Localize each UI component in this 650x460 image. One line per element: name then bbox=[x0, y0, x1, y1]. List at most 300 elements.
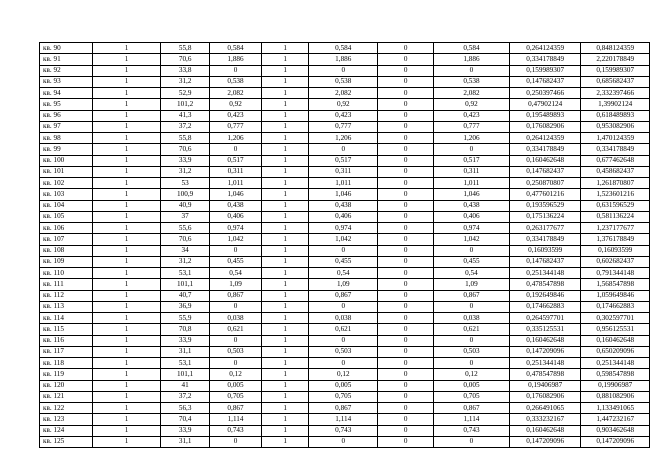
table-cell: 0 bbox=[378, 166, 433, 177]
table-row bbox=[40, 76, 650, 87]
table-cell: 2,220178849 bbox=[581, 54, 650, 65]
table-cell: 0,92 bbox=[309, 99, 378, 110]
table-cell: 1 bbox=[262, 346, 309, 357]
table-cell: 1,206 bbox=[433, 133, 509, 144]
table-cell: 0,650209096 bbox=[581, 346, 650, 357]
table-cell: 1 bbox=[92, 234, 161, 245]
apartment-name-cell: кв. 96 bbox=[40, 110, 93, 121]
table-cell: 1 bbox=[262, 54, 309, 65]
table-cell: 1 bbox=[92, 436, 161, 447]
apartment-name-cell: кв. 104 bbox=[40, 200, 93, 211]
table-cell: 0,264597701 bbox=[509, 313, 580, 324]
apartment-name-cell: кв. 110 bbox=[40, 268, 93, 279]
table-cell: 1 bbox=[262, 369, 309, 380]
table-row bbox=[40, 290, 650, 301]
table-cell: 1 bbox=[262, 279, 309, 290]
table-cell: 0,038 bbox=[309, 313, 378, 324]
apartment-name-cell: кв. 95 bbox=[40, 99, 93, 110]
table-cell: 0 bbox=[378, 189, 433, 200]
table-cell: 1 bbox=[92, 279, 161, 290]
table-cell: 2,082 bbox=[209, 88, 261, 99]
table-cell: 0,406 bbox=[309, 211, 378, 222]
table-cell: 1 bbox=[262, 268, 309, 279]
table-cell: 40,7 bbox=[161, 290, 209, 301]
table-row bbox=[40, 403, 650, 414]
table-cell: 0,251344148 bbox=[581, 358, 650, 369]
table-cell: 1 bbox=[262, 189, 309, 200]
table-cell: 0,478547898 bbox=[509, 369, 580, 380]
table-cell: 0 bbox=[378, 76, 433, 87]
table-row bbox=[40, 133, 650, 144]
table-cell: 1,886 bbox=[433, 54, 509, 65]
table-cell: 0,602682437 bbox=[581, 256, 650, 267]
table-cell: 0,147682437 bbox=[509, 76, 580, 87]
table-cell: 1,133491065 bbox=[581, 403, 650, 414]
table-cell: 0,311 bbox=[209, 166, 261, 177]
table-cell: 33,8 bbox=[161, 65, 209, 76]
table-cell: 37,2 bbox=[161, 391, 209, 402]
table-row bbox=[40, 436, 650, 447]
table-cell: 0 bbox=[378, 223, 433, 234]
table-cell: 1 bbox=[262, 88, 309, 99]
table-cell: 0,159989307 bbox=[581, 65, 650, 76]
table-cell: 33,9 bbox=[161, 335, 209, 346]
table-cell: 0 bbox=[209, 301, 261, 312]
table-cell: 0,251344148 bbox=[509, 358, 580, 369]
table-row bbox=[40, 313, 650, 324]
table-cell: 0,621 bbox=[309, 324, 378, 335]
table-cell: 53,1 bbox=[161, 268, 209, 279]
table-cell: 1,376178849 bbox=[581, 234, 650, 245]
apartment-name-cell: кв. 106 bbox=[40, 223, 93, 234]
table-row bbox=[40, 54, 650, 65]
table-cell: 1 bbox=[262, 414, 309, 425]
table-cell: 0,12 bbox=[209, 369, 261, 380]
table-cell: 37 bbox=[161, 211, 209, 222]
table-row bbox=[40, 99, 650, 110]
table-cell: 1 bbox=[92, 358, 161, 369]
table-cell: 0 bbox=[378, 43, 433, 54]
table-cell: 0,406 bbox=[433, 211, 509, 222]
table-cell: 1 bbox=[262, 144, 309, 155]
table-cell: 1 bbox=[92, 189, 161, 200]
table-cell: 0,264124359 bbox=[509, 43, 580, 54]
table-cell: 1 bbox=[92, 346, 161, 357]
table-cell: 0,584 bbox=[209, 43, 261, 54]
table-cell: 1,523601216 bbox=[581, 189, 650, 200]
table-cell: 1,011 bbox=[309, 178, 378, 189]
table-cell: 41,3 bbox=[161, 110, 209, 121]
table-cell: 1 bbox=[92, 121, 161, 132]
table-cell: 0 bbox=[378, 324, 433, 335]
table-cell: 0 bbox=[378, 391, 433, 402]
table-cell: 0,250397466 bbox=[509, 88, 580, 99]
table-cell: 0 bbox=[433, 358, 509, 369]
table-cell: 0 bbox=[378, 99, 433, 110]
table-cell: 0,250870807 bbox=[509, 178, 580, 189]
table-cell: 0,705 bbox=[309, 391, 378, 402]
table-cell: 1,09 bbox=[433, 279, 509, 290]
table-row bbox=[40, 211, 650, 222]
table-row bbox=[40, 358, 650, 369]
table-cell: 0,517 bbox=[309, 155, 378, 166]
table-row bbox=[40, 88, 650, 99]
table-cell: 0,538 bbox=[309, 76, 378, 87]
table-row bbox=[40, 166, 650, 177]
apartment-name-cell: кв. 107 bbox=[40, 234, 93, 245]
table-cell: 0,005 bbox=[309, 380, 378, 391]
table-cell: 0 bbox=[309, 436, 378, 447]
table-cell: 0 bbox=[378, 234, 433, 245]
table-cell: 0 bbox=[378, 279, 433, 290]
table-row bbox=[40, 380, 650, 391]
table-cell: 1,042 bbox=[209, 234, 261, 245]
table-cell: 0 bbox=[209, 144, 261, 155]
table-cell: 0,266491065 bbox=[509, 403, 580, 414]
table-cell: 1,886 bbox=[309, 54, 378, 65]
table-row bbox=[40, 65, 650, 76]
table-cell: 31,1 bbox=[161, 346, 209, 357]
table-cell: 0,685682437 bbox=[581, 76, 650, 87]
table-cell: 1,09 bbox=[309, 279, 378, 290]
table-cell: 1 bbox=[262, 211, 309, 222]
table-cell: 41 bbox=[161, 380, 209, 391]
table-cell: 0 bbox=[378, 313, 433, 324]
table-cell: 0,621 bbox=[209, 324, 261, 335]
table-cell: 1,261870807 bbox=[581, 178, 650, 189]
apartment-name-cell: кв. 111 bbox=[40, 279, 93, 290]
table-cell: 0 bbox=[378, 414, 433, 425]
table-cell: 0 bbox=[378, 155, 433, 166]
table-cell: 1,09 bbox=[209, 279, 261, 290]
table-cell: 0 bbox=[378, 369, 433, 380]
table-cell: 55,9 bbox=[161, 313, 209, 324]
table-cell: 33,9 bbox=[161, 155, 209, 166]
table-cell: 0,517 bbox=[433, 155, 509, 166]
table-cell: 0 bbox=[209, 335, 261, 346]
table-cell: 33,9 bbox=[161, 425, 209, 436]
table-cell: 1 bbox=[262, 245, 309, 256]
table-cell: 1 bbox=[262, 99, 309, 110]
table-cell: 1,886 bbox=[209, 54, 261, 65]
table-cell: 0,867 bbox=[309, 290, 378, 301]
table-cell: 1 bbox=[262, 166, 309, 177]
table-cell: 2,082 bbox=[309, 88, 378, 99]
table-row bbox=[40, 223, 650, 234]
table-cell: 1 bbox=[262, 178, 309, 189]
table-cell: 40,9 bbox=[161, 200, 209, 211]
table-row bbox=[40, 121, 650, 132]
table-cell: 1 bbox=[92, 178, 161, 189]
table-cell: 1 bbox=[262, 358, 309, 369]
table-cell: 0,423 bbox=[433, 110, 509, 121]
table-cell: 55,8 bbox=[161, 43, 209, 54]
table-cell: 0 bbox=[378, 200, 433, 211]
table-cell: 1 bbox=[262, 425, 309, 436]
table-cell: 0,038 bbox=[433, 313, 509, 324]
table-cell: 1 bbox=[92, 88, 161, 99]
table-row bbox=[40, 425, 650, 436]
table-cell: 1 bbox=[262, 121, 309, 132]
table-cell: 1 bbox=[92, 110, 161, 121]
apartment-name-cell: кв. 90 bbox=[40, 43, 93, 54]
table-cell: 0,175136224 bbox=[509, 211, 580, 222]
table-cell: 1 bbox=[92, 155, 161, 166]
table-cell: 0,54 bbox=[209, 268, 261, 279]
table-cell: 1,39902124 bbox=[581, 99, 650, 110]
apartment-name-cell: кв. 113 bbox=[40, 301, 93, 312]
table-cell: 1 bbox=[262, 403, 309, 414]
table-cell: 0 bbox=[209, 358, 261, 369]
table-cell: 0,867 bbox=[209, 290, 261, 301]
table-cell: 101,1 bbox=[161, 369, 209, 380]
apartment-name-cell: кв. 124 bbox=[40, 425, 93, 436]
table-cell: 1 bbox=[92, 99, 161, 110]
table-cell: 0,251344148 bbox=[509, 268, 580, 279]
table-cell: 0 bbox=[378, 346, 433, 357]
table-row bbox=[40, 245, 650, 256]
table-cell: 0,92 bbox=[433, 99, 509, 110]
table-cell: 0,005 bbox=[433, 380, 509, 391]
table-cell: 0,038 bbox=[209, 313, 261, 324]
table-cell: 1,046 bbox=[209, 189, 261, 200]
table-cell: 0 bbox=[378, 110, 433, 121]
table-cell: 1,046 bbox=[433, 189, 509, 200]
table-cell: 0,584 bbox=[433, 43, 509, 54]
table-cell: 1,046 bbox=[309, 189, 378, 200]
table-cell: 1 bbox=[92, 245, 161, 256]
table-cell: 1,447232167 bbox=[581, 414, 650, 425]
table-cell: 1 bbox=[262, 313, 309, 324]
table-cell: 34 bbox=[161, 245, 209, 256]
table-cell: 31,1 bbox=[161, 436, 209, 447]
table-cell: 0,12 bbox=[433, 369, 509, 380]
table-cell: 0 bbox=[433, 65, 509, 76]
table-cell: 0,176082906 bbox=[509, 391, 580, 402]
apartment-data-table bbox=[39, 42, 650, 448]
table-row bbox=[40, 144, 650, 155]
table-cell: 0,743 bbox=[309, 425, 378, 436]
apartment-name-cell: кв. 105 bbox=[40, 211, 93, 222]
table-cell: 1 bbox=[92, 403, 161, 414]
table-cell: 0,777 bbox=[433, 121, 509, 132]
table-cell: 0 bbox=[433, 335, 509, 346]
apartment-name-cell: кв. 118 bbox=[40, 358, 93, 369]
table-cell: 1 bbox=[92, 380, 161, 391]
table-cell: 0,423 bbox=[309, 110, 378, 121]
table-cell: 1 bbox=[262, 76, 309, 87]
table-row bbox=[40, 324, 650, 335]
table-row bbox=[40, 234, 650, 245]
table-cell: 0 bbox=[433, 245, 509, 256]
table-cell: 1 bbox=[92, 211, 161, 222]
table-cell: 0,848124359 bbox=[581, 43, 650, 54]
table-cell: 0,478547898 bbox=[509, 279, 580, 290]
apartment-name-cell: кв. 97 bbox=[40, 121, 93, 132]
apartment-name-cell: кв. 119 bbox=[40, 369, 93, 380]
table-cell: 1,011 bbox=[433, 178, 509, 189]
table-cell: 0,455 bbox=[433, 256, 509, 267]
table-cell: 2,332397466 bbox=[581, 88, 650, 99]
table-cell: 53,1 bbox=[161, 358, 209, 369]
table-cell: 0 bbox=[433, 301, 509, 312]
table-cell: 70,4 bbox=[161, 414, 209, 425]
table-cell: 0,334178849 bbox=[509, 54, 580, 65]
table-cell: 0 bbox=[378, 88, 433, 99]
table-cell: 0 bbox=[378, 178, 433, 189]
table-cell: 0,517 bbox=[209, 155, 261, 166]
table-cell: 0,160462648 bbox=[509, 155, 580, 166]
apartment-name-cell: кв. 121 bbox=[40, 391, 93, 402]
apartment-name-cell: кв. 100 bbox=[40, 155, 93, 166]
table-cell: 0,005 bbox=[209, 380, 261, 391]
table-cell: 0,618489893 bbox=[581, 110, 650, 121]
table-cell: 0,743 bbox=[209, 425, 261, 436]
table-cell: 1 bbox=[92, 425, 161, 436]
table-row bbox=[40, 391, 650, 402]
table-row bbox=[40, 335, 650, 346]
table-cell: 1 bbox=[92, 313, 161, 324]
table-cell: 55,6 bbox=[161, 223, 209, 234]
apartment-name-cell: кв. 112 bbox=[40, 290, 93, 301]
table-cell: 0 bbox=[378, 121, 433, 132]
table-cell: 0,867 bbox=[433, 290, 509, 301]
table-cell: 0 bbox=[433, 436, 509, 447]
table-cell: 1 bbox=[262, 155, 309, 166]
table-cell: 0,438 bbox=[433, 200, 509, 211]
table-cell: 0 bbox=[378, 245, 433, 256]
table-row bbox=[40, 43, 650, 54]
table-cell: 0 bbox=[378, 290, 433, 301]
table-cell: 101,2 bbox=[161, 99, 209, 110]
table-cell: 0,12 bbox=[309, 369, 378, 380]
table-cell: 0,195489893 bbox=[509, 110, 580, 121]
table-cell: 0 bbox=[309, 335, 378, 346]
apartment-name-cell: кв. 120 bbox=[40, 380, 93, 391]
table-cell: 0,174662883 bbox=[509, 301, 580, 312]
table-cell: 0,92 bbox=[209, 99, 261, 110]
apartment-name-cell: кв. 109 bbox=[40, 256, 93, 267]
table-cell: 0,335125531 bbox=[509, 324, 580, 335]
table-cell: 0 bbox=[378, 54, 433, 65]
table-cell: 0,311 bbox=[433, 166, 509, 177]
table-cell: 0,264124359 bbox=[509, 133, 580, 144]
table-cell: 0,705 bbox=[209, 391, 261, 402]
table-cell: 1,114 bbox=[433, 414, 509, 425]
apartment-name-cell: кв. 101 bbox=[40, 166, 93, 177]
table-cell: 0,334178849 bbox=[581, 144, 650, 155]
table-cell: 0,867 bbox=[209, 403, 261, 414]
table-cell: 1,011 bbox=[209, 178, 261, 189]
table-cell: 0,777 bbox=[309, 121, 378, 132]
table-cell: 0,956125531 bbox=[581, 324, 650, 335]
table-cell: 0,743 bbox=[433, 425, 509, 436]
table-cell: 0,881082906 bbox=[581, 391, 650, 402]
apartment-name-cell: кв. 116 bbox=[40, 335, 93, 346]
table-cell: 0,581136224 bbox=[581, 211, 650, 222]
apartment-name-cell: кв. 94 bbox=[40, 88, 93, 99]
table-cell: 1,568547898 bbox=[581, 279, 650, 290]
table-cell: 0,705 bbox=[433, 391, 509, 402]
table-cell: 0,147209096 bbox=[509, 346, 580, 357]
table-cell: 0,311 bbox=[309, 166, 378, 177]
table-cell: 1 bbox=[262, 335, 309, 346]
table-cell: 0,147682437 bbox=[509, 166, 580, 177]
table-row bbox=[40, 200, 650, 211]
table-cell: 0,147209096 bbox=[509, 436, 580, 447]
table-cell: 0,503 bbox=[309, 346, 378, 357]
table-cell: 1 bbox=[262, 290, 309, 301]
table-cell: 1,470124359 bbox=[581, 133, 650, 144]
table-row bbox=[40, 178, 650, 189]
table-cell: 0 bbox=[378, 301, 433, 312]
table-cell: 0,458682437 bbox=[581, 166, 650, 177]
table-cell: 1,059649846 bbox=[581, 290, 650, 301]
table-cell: 100,9 bbox=[161, 189, 209, 200]
table-cell: 0,538 bbox=[433, 76, 509, 87]
table-cell: 1 bbox=[92, 133, 161, 144]
apartment-name-cell: кв. 108 bbox=[40, 245, 93, 256]
apartment-name-cell: кв. 99 bbox=[40, 144, 93, 155]
table-row bbox=[40, 414, 650, 425]
table-cell: 0,54 bbox=[433, 268, 509, 279]
table-cell: 1 bbox=[92, 301, 161, 312]
table-cell: 0,19906987 bbox=[581, 380, 650, 391]
apartment-name-cell: кв. 93 bbox=[40, 76, 93, 87]
table-cell: 1 bbox=[92, 290, 161, 301]
table-cell: 0,192649846 bbox=[509, 290, 580, 301]
table-cell: 0,974 bbox=[309, 223, 378, 234]
table-cell: 0 bbox=[309, 301, 378, 312]
table-cell: 0 bbox=[378, 380, 433, 391]
table-cell: 0,147682437 bbox=[509, 256, 580, 267]
table-row bbox=[40, 301, 650, 312]
table-cell: 1 bbox=[92, 43, 161, 54]
table-row bbox=[40, 256, 650, 267]
apartment-name-cell: кв. 91 bbox=[40, 54, 93, 65]
table-cell: 0 bbox=[378, 256, 433, 267]
table-cell: 0 bbox=[378, 358, 433, 369]
table-cell: 0 bbox=[378, 133, 433, 144]
table-cell: 1,114 bbox=[309, 414, 378, 425]
apartment-name-cell: кв. 123 bbox=[40, 414, 93, 425]
table-cell: 0,438 bbox=[209, 200, 261, 211]
table-cell: 0,160462648 bbox=[509, 425, 580, 436]
table-cell: 0,160462648 bbox=[581, 335, 650, 346]
table-cell: 0,302597701 bbox=[581, 313, 650, 324]
table-cell: 0,953082906 bbox=[581, 121, 650, 132]
table-cell: 0,503 bbox=[209, 346, 261, 357]
table-cell: 0,263177677 bbox=[509, 223, 580, 234]
apartment-name-cell: кв. 103 bbox=[40, 189, 93, 200]
table-row bbox=[40, 155, 650, 166]
table-row bbox=[40, 110, 650, 121]
table-cell: 1 bbox=[262, 301, 309, 312]
table-cell: 1 bbox=[92, 268, 161, 279]
table-cell: 0,54 bbox=[309, 268, 378, 279]
table-cell: 1 bbox=[262, 256, 309, 267]
table-cell: 0,791344148 bbox=[581, 268, 650, 279]
table-cell: 0,455 bbox=[209, 256, 261, 267]
table-cell: 1 bbox=[92, 223, 161, 234]
table-cell: 0,598547898 bbox=[581, 369, 650, 380]
table-cell: 0 bbox=[309, 144, 378, 155]
table-cell: 31,2 bbox=[161, 166, 209, 177]
table-cell: 0,867 bbox=[433, 403, 509, 414]
table-cell: 1 bbox=[262, 110, 309, 121]
table-cell: 0,47902124 bbox=[509, 99, 580, 110]
table-cell: 1 bbox=[92, 414, 161, 425]
